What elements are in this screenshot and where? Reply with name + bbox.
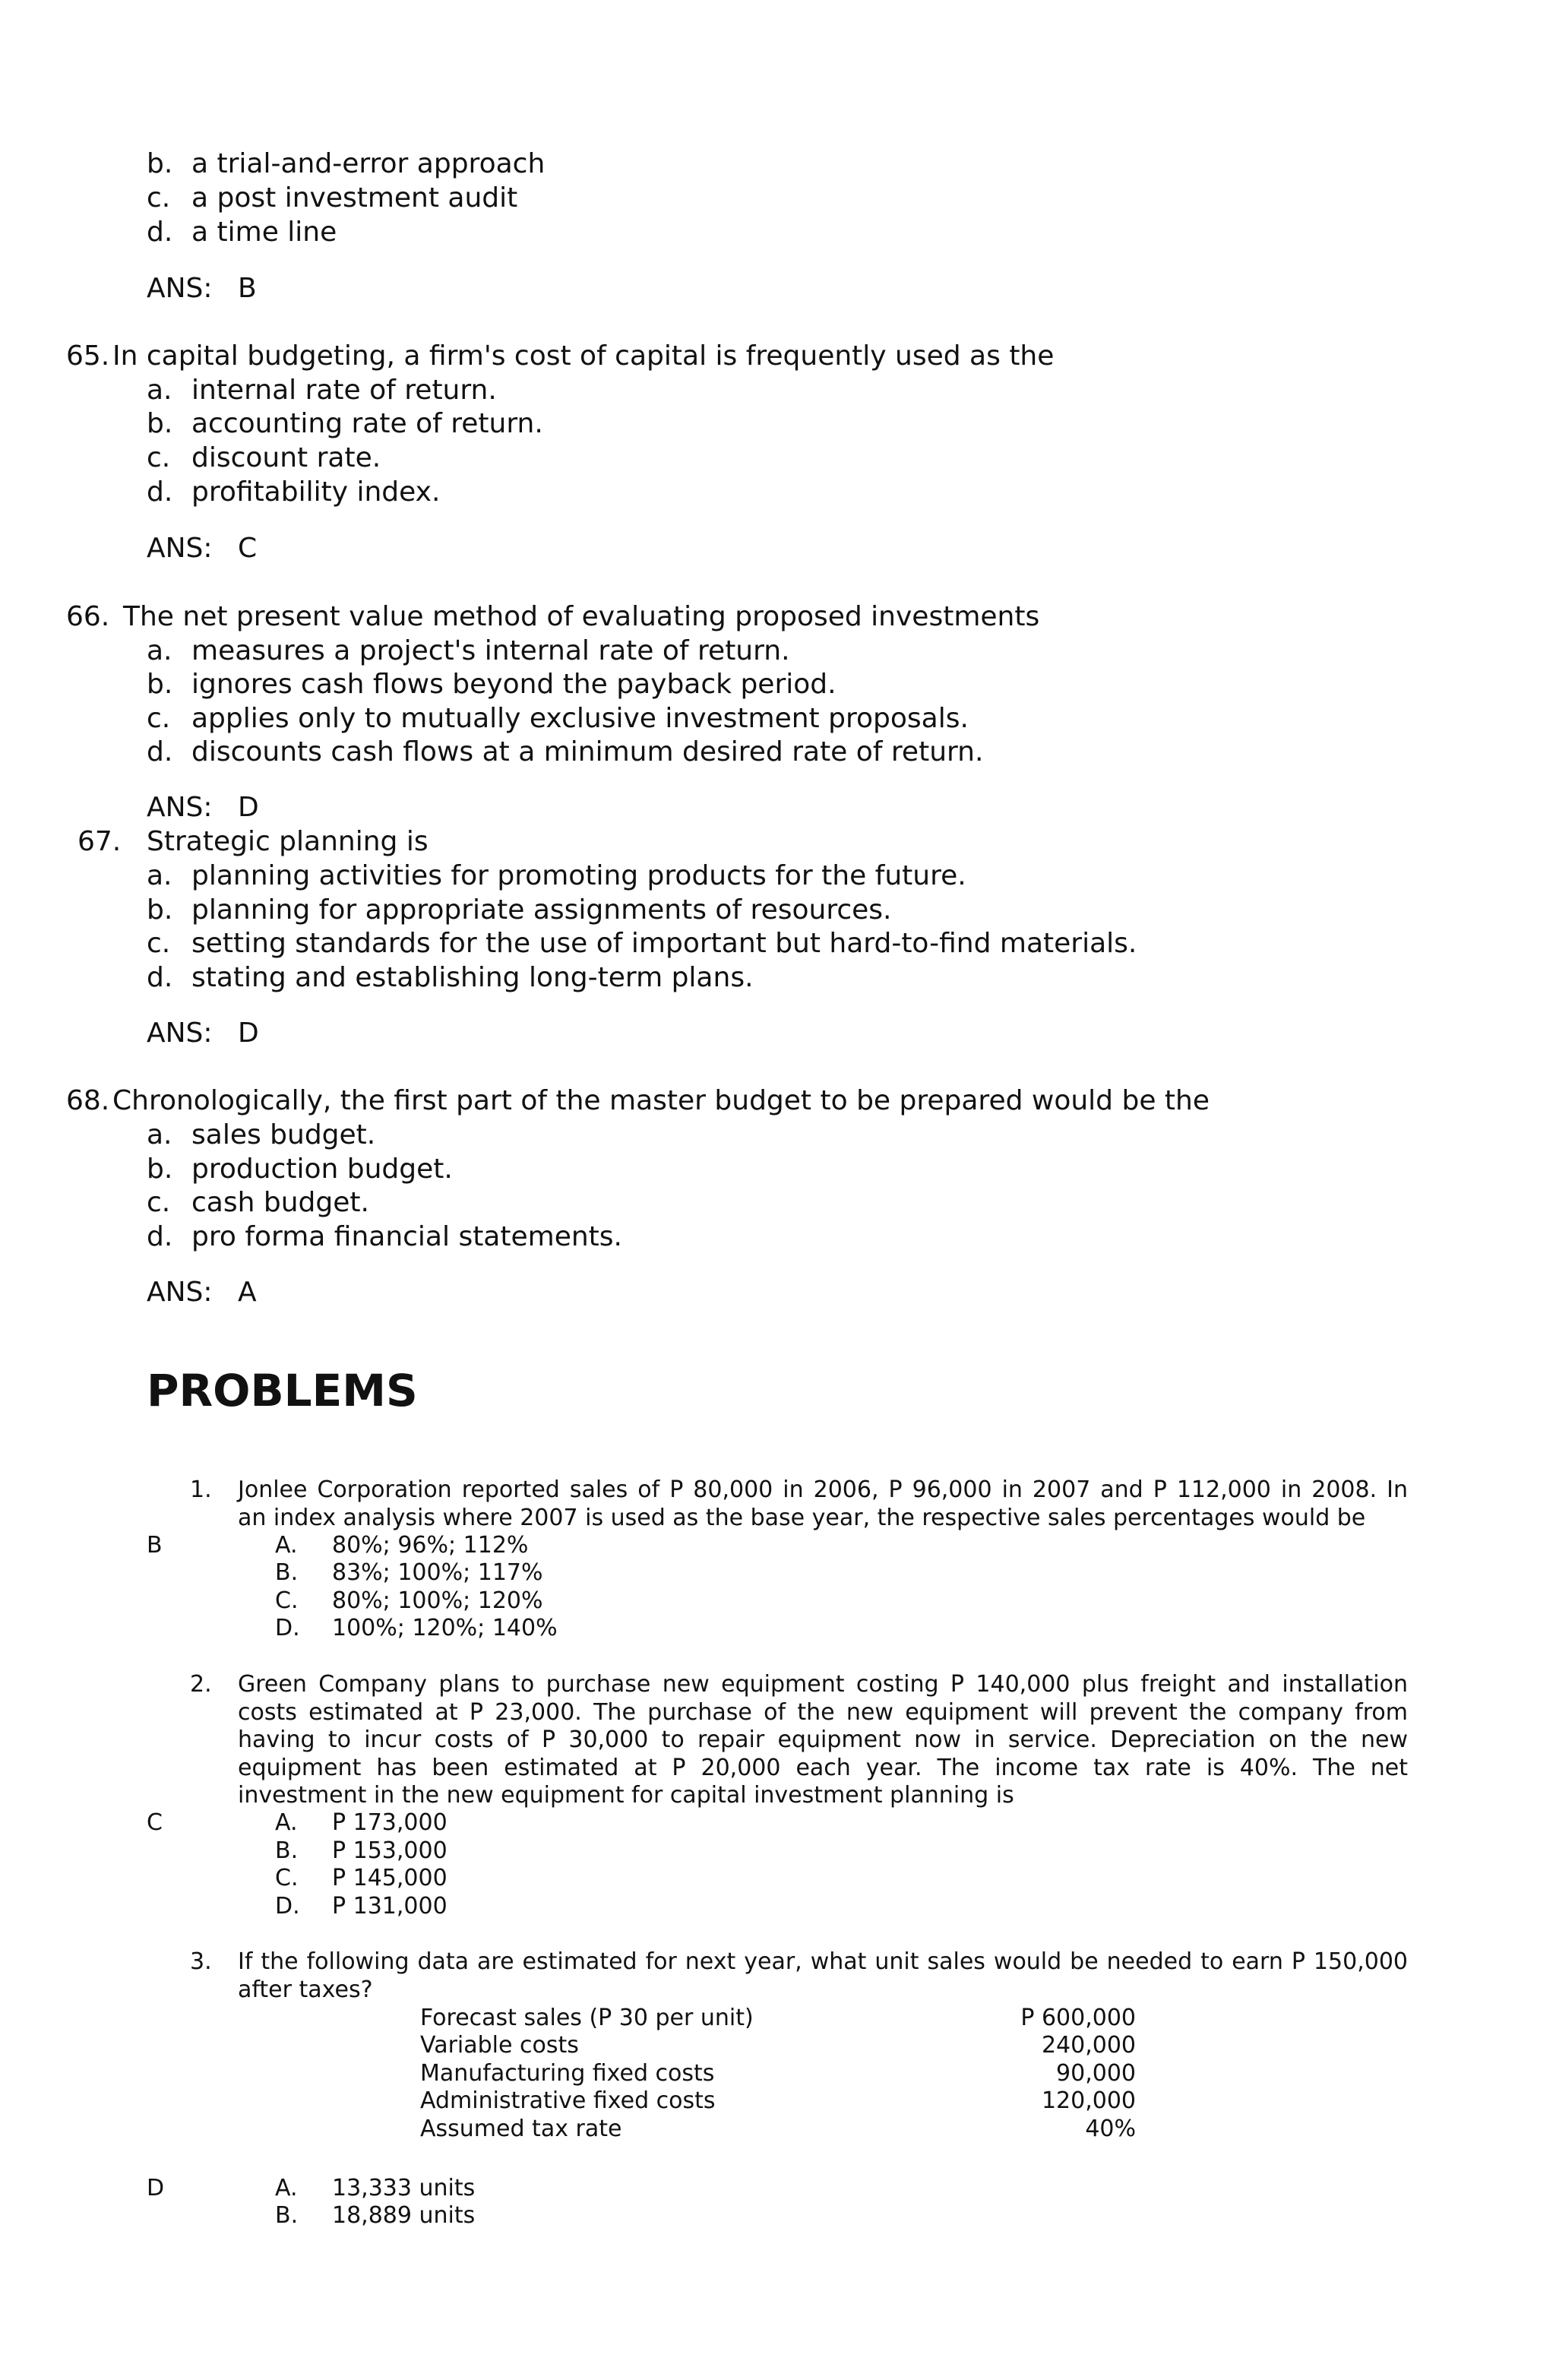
answer-label: ANS:	[147, 1277, 213, 1308]
question-number: 65.	[66, 340, 110, 372]
option-letter: c.	[147, 182, 171, 214]
option-letter: c.	[147, 442, 171, 473]
question-option	[0, 668, 1556, 701]
question-option	[0, 1153, 1556, 1186]
answer-value: B	[238, 273, 257, 304]
table-row-value: 40%	[1085, 2116, 1136, 2142]
option-text: ignores cash flows beyond the payback period.	[191, 669, 837, 700]
option-letter: d.	[147, 217, 173, 248]
choice-letter: D.	[275, 1893, 300, 1920]
question-stem-line	[0, 825, 1556, 859]
choice-letter: B.	[275, 2202, 299, 2229]
answer-label: ANS:	[147, 1018, 213, 1049]
problem-answer: B	[147, 1532, 163, 1559]
problem-stem-line: having to incur costs of P 30,000 to repair equipment now in service. Depreciation on the new	[238, 1726, 1408, 1753]
question-answer	[0, 1017, 1556, 1050]
choice-text: 100%; 120%; 140%	[332, 1615, 558, 1641]
option-letter: b.	[147, 894, 173, 926]
table-row-label: Forecast sales (P 30 per unit)	[420, 2005, 754, 2031]
problem-answer: C	[147, 1809, 163, 1836]
problem-stem-line: after taxes?	[238, 1976, 373, 2003]
problem-stem-line: If the following data are estimated for next year, what unit sales would be needed to earn P 150,000	[238, 1948, 1408, 1975]
option-text: planning activities for promoting products for the future.	[191, 860, 966, 891]
question-option	[0, 736, 1556, 769]
option-letter: b.	[147, 669, 173, 700]
answer-value: C	[238, 533, 258, 564]
question-answer	[0, 1276, 1556, 1309]
option-text: planning for appropriate assignments of resources.	[191, 894, 892, 926]
option-text: discount rate.	[191, 442, 381, 473]
question-answer	[0, 791, 1556, 824]
problem-stem-line: Jonlee Corporation reported sales of P 80,000 in 2006, P 96,000 in 2007 and P 112,000 in 2008. In	[238, 1476, 1408, 1503]
prev-question-option	[0, 216, 1556, 249]
prev-question-option	[0, 182, 1556, 215]
option-text: production budget.	[191, 1154, 453, 1185]
question-stem: In capital budgeting, a firm's cost of capital is frequently used as the	[112, 340, 1055, 372]
option-letter: b.	[147, 148, 173, 179]
option-text: pro forma financial statements.	[191, 1221, 622, 1252]
option-letter: b.	[147, 1154, 173, 1185]
problem-stem-line: an index analysis where 2007 is used as the base year, the respective sales percentages would be	[238, 1504, 1366, 1531]
option-text: stating and establishing long-term plans.	[191, 962, 754, 993]
option-text: internal rate of return.	[191, 375, 497, 406]
question-answer	[0, 532, 1556, 565]
question-option	[0, 476, 1556, 509]
table-row-label: Variable costs	[420, 2032, 579, 2059]
problem-stem-line: Green Company plans to purchase new equipment costing P 140,000 plus freight and installation	[238, 1671, 1408, 1698]
choice-letter: B.	[275, 1837, 299, 1864]
problem-stem-line: equipment has been estimated at P 20,000 each year. The income tax rate is 40%. The net	[238, 1754, 1408, 1781]
choice-letter: C.	[275, 1865, 299, 1891]
problem-stem	[238, 1476, 1408, 1532]
option-letter: c.	[147, 928, 171, 959]
table-row-label: Administrative fixed costs	[420, 2087, 716, 2114]
question-option	[0, 961, 1556, 995]
table-row-label: Manufacturing fixed costs	[420, 2060, 715, 2087]
option-letter: a.	[147, 860, 172, 891]
choice-text: 80%; 100%; 120%	[332, 1587, 543, 1614]
choice-text: P 153,000	[332, 1837, 448, 1864]
answer-value: D	[238, 792, 259, 823]
option-letter: a.	[147, 375, 172, 406]
table-row-value: 90,000	[1056, 2060, 1136, 2087]
choice-text: 13,333 units	[332, 2175, 476, 2201]
question-option	[0, 1186, 1556, 1220]
option-text: applies only to mutually exclusive investment proposals.	[191, 703, 969, 734]
question-option	[0, 927, 1556, 961]
option-letter: c.	[147, 1187, 171, 1218]
problem-stem	[238, 1948, 1408, 2004]
option-text: a trial-and-error approach	[191, 148, 546, 179]
answer-label: ANS:	[147, 792, 213, 823]
choice-letter: C.	[275, 1587, 299, 1614]
question-option	[0, 374, 1556, 407]
question-stem-line	[0, 600, 1556, 634]
option-text: cash budget.	[191, 1187, 369, 1218]
option-text: sales budget.	[191, 1119, 376, 1150]
option-letter: d.	[147, 1221, 173, 1252]
question-option	[0, 635, 1556, 668]
option-letter: a.	[147, 635, 172, 666]
question-option	[0, 702, 1556, 736]
question-option	[0, 894, 1556, 927]
question-stem-line	[0, 1084, 1556, 1118]
table-row-value: P 600,000	[1020, 2005, 1136, 2031]
question-option	[0, 1119, 1556, 1152]
choice-text: 18,889 units	[332, 2202, 476, 2229]
problem-number: 3.	[190, 1948, 212, 1975]
answer-value: A	[238, 1277, 257, 1308]
problem-stem	[238, 1671, 1408, 1810]
option-letter: a.	[147, 1119, 172, 1150]
table-row-value: 240,000	[1041, 2032, 1136, 2059]
answer-label: ANS:	[147, 533, 213, 564]
question-option	[0, 442, 1556, 475]
problem-stem-line: investment in the new equipment for capital investment planning is	[238, 1782, 1014, 1809]
answer-label: ANS:	[147, 273, 213, 304]
option-letter: b.	[147, 408, 173, 439]
answer-value: D	[238, 1018, 259, 1049]
problems-heading: PROBLEMS	[147, 1365, 418, 1416]
choice-letter: D.	[275, 1615, 300, 1641]
choice-text: 80%; 96%; 112%	[332, 1532, 529, 1559]
problem-number: 1.	[190, 1476, 212, 1503]
option-text: accounting rate of return.	[191, 408, 543, 439]
option-letter: d.	[147, 476, 173, 508]
choice-letter: A.	[275, 2175, 298, 2201]
choice-text: P 145,000	[332, 1865, 448, 1891]
option-text: a time line	[191, 217, 337, 248]
choice-text: P 131,000	[332, 1893, 448, 1920]
option-text: profitability index.	[191, 476, 441, 508]
question-number: 67.	[77, 826, 122, 857]
problem-number: 2.	[190, 1671, 212, 1698]
option-letter: c.	[147, 703, 171, 734]
question-number: 66.	[66, 601, 110, 632]
option-text: measures a project's internal rate of return.	[191, 635, 790, 666]
option-text: discounts cash flows at a minimum desired rate of return.	[191, 736, 984, 767]
table-row-value: 120,000	[1041, 2087, 1136, 2114]
choice-letter: A.	[275, 1809, 298, 1836]
prev-question-option	[0, 147, 1556, 181]
question-stem-line	[0, 340, 1556, 373]
choice-text: 83%; 100%; 117%	[332, 1559, 543, 1586]
prev-question-answer	[0, 272, 1556, 305]
table-row-label: Assumed tax rate	[420, 2116, 622, 2142]
question-stem: Chronologically, the first part of the master budget to be prepared would be the	[112, 1085, 1210, 1116]
question-option	[0, 407, 1556, 441]
question-stem: Strategic planning is	[147, 826, 429, 857]
option-letter: d.	[147, 962, 173, 993]
question-stem: The net present value method of evaluating proposed investments	[123, 601, 1040, 632]
question-option	[0, 1220, 1556, 1254]
question-option	[0, 859, 1556, 893]
option-text: setting standards for the use of important but hard-to-find materials.	[191, 928, 1137, 959]
choice-letter: A.	[275, 1532, 298, 1559]
option-text: a post investment audit	[191, 182, 518, 214]
choice-letter: B.	[275, 1559, 299, 1586]
option-letter: d.	[147, 736, 173, 767]
problem-stem-line: costs estimated at P 23,000. The purchase of the new equipment will prevent the company from	[238, 1698, 1408, 1726]
problem-answer: D	[147, 2175, 165, 2201]
question-number: 68.	[66, 1085, 110, 1116]
choice-text: P 173,000	[332, 1809, 448, 1836]
